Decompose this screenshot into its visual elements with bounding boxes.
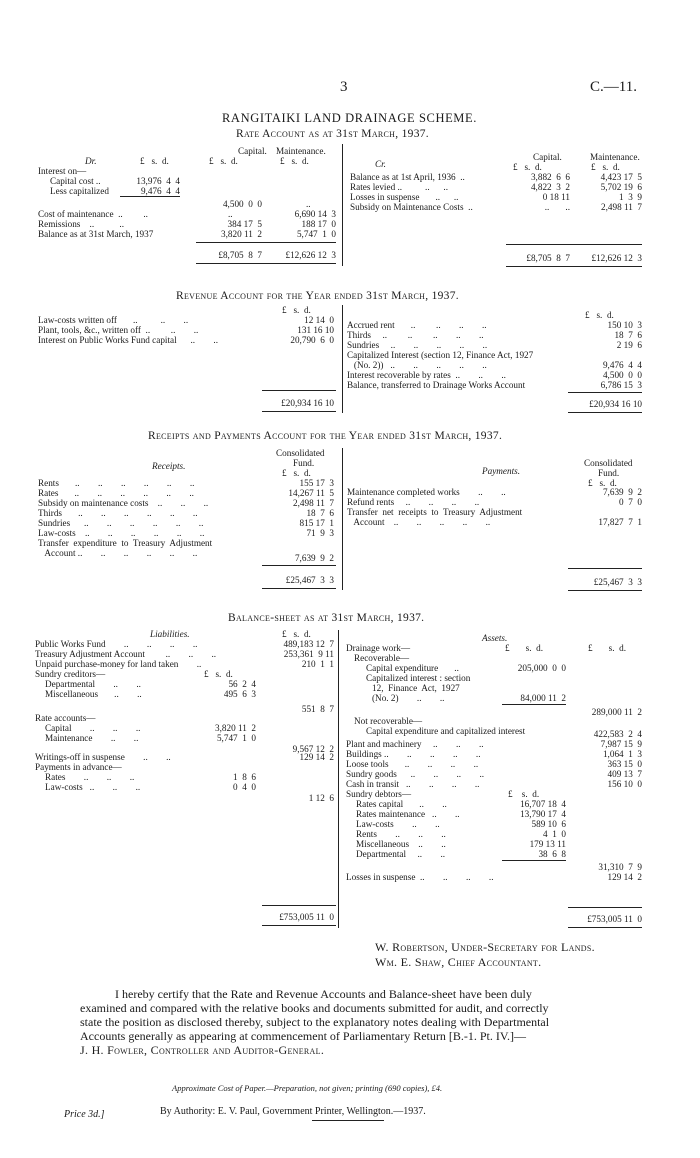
revenue-left-lsd: £ s. d. [282, 305, 311, 315]
revenue-right-row-label: Interest recoverable by rates .. .. .. [347, 370, 506, 380]
revenue-right-row-label: Accrued rent .. .. .. .. [347, 320, 487, 330]
rate-interest-m-dots: .. [306, 199, 311, 209]
advance-lawcosts: Law-costs .. .. .. [45, 782, 141, 792]
revenue-left-row-label: Plant, tools, &c., written off .. .. .. [38, 325, 199, 335]
debtor-row-label: Rates capital .. .. [356, 799, 447, 809]
debtor-row-label: Law-costs .. .. [356, 819, 440, 829]
debtor-row-amount: 4 1 0 [543, 829, 566, 839]
receipts-heading: Receipts. [152, 461, 186, 471]
rate-remissions-m: 188 17 0 [301, 219, 336, 229]
rate-cr-row-label: Rates levied .. .. .. [350, 182, 448, 192]
receipt-row-label: Subsidy on maintenance costs .. .. .. [38, 498, 209, 508]
rate-cost-maint-m: 6,690 14 3 [294, 209, 336, 219]
capital-expenditure-amount: 205,000 0 0 [517, 663, 566, 673]
asset-row-label: Loose tools .. .. .. .. [346, 759, 479, 769]
revenue-left-row-amount: 12 14 0 [304, 315, 334, 325]
liability-row-amount: 253,361 9 11 [283, 649, 334, 659]
revenue-account-title: Revenue Account for the Year ended 31st March, 1937. [176, 290, 459, 302]
rate-cr-lsd-2: £ s. d. [591, 162, 620, 172]
rate-remissions-cap: 384 17 5 [227, 219, 262, 229]
asset-row-amount: 156 10 0 [607, 779, 642, 789]
advance-rates: Rates .. .. .. [45, 772, 135, 782]
creditor-departmental-amount: 56 2 4 [228, 679, 256, 689]
rate-dr-total-cap: £8,705 8 7 [218, 250, 262, 260]
liability-row-amount: 489,183 12 7 [283, 639, 334, 649]
rate-dr-label: Dr. [85, 156, 97, 166]
assets-total: £753,005 11 0 [587, 914, 642, 924]
rate-dr-lsd-1: £ s. d. [140, 156, 169, 166]
receipts-payments-title: Receipts and Payments Account for the Year ended 31st March, 1937. [148, 430, 503, 442]
drainage-work-label: Drainage work— [346, 643, 411, 653]
recoverable-total: 289,000 11 2 [591, 707, 642, 717]
rate-capital-cost: Capital cost .. [50, 176, 101, 186]
rate-accounts-capital-amount: 3,820 11 2 [214, 723, 256, 733]
advance-rates-amount: 1 8 6 [233, 772, 256, 782]
rate-cr-lsd-1: £ s. d. [513, 162, 542, 172]
payment-row-amount: 7,639 9 2 [602, 487, 642, 497]
not-recoverable-amount: 422,583 2 4 [593, 729, 642, 739]
document-title: RANGITAIKI LAND DRAINAGE SCHEME. [222, 111, 477, 125]
receipt-row-amount: 815 17 1 [299, 518, 334, 528]
liabilities-total: £753,005 11 0 [279, 912, 334, 922]
capitalized-interest-line3: (No. 2) .. .. [372, 693, 445, 703]
receipts-consolidated: Consolidated [276, 448, 325, 458]
asset-row-label: Sundry goods .. .. .. .. [346, 769, 485, 779]
revenue-right-row-amount: 9,476 4 4 [602, 360, 642, 370]
sundry-debtors-label: Sundry debtors— [346, 789, 412, 799]
liability-row-label: Treasury Adjustment Account .. .. .. [35, 649, 217, 659]
debtors-total: 31,310 7 9 [598, 862, 642, 872]
creditor-miscellaneous-amount: 495 6 3 [223, 689, 256, 699]
revenue-right-row-label: Sundries .. .. .. .. .. [347, 340, 488, 350]
rate-capital-cost-amount: 13,976 4 4 [136, 176, 180, 186]
debtor-row-amount: 13,790 17 4 [520, 809, 566, 819]
payments-heading: Payments. [482, 466, 521, 476]
rate-col-maintenance: Maintenance. [276, 146, 326, 156]
rate-cr-col-maintenance: Maintenance. [590, 152, 640, 162]
not-recoverable-label: Not recoverable— [354, 716, 423, 726]
revenue-right-row-amount: 150 10 3 [607, 320, 642, 330]
receipt-row-amount: 18 7 6 [306, 508, 334, 518]
payment-row-label: Transfer net receipts to Treasury Adjustment [347, 507, 523, 517]
asset-row-amount: 363 15 0 [607, 759, 642, 769]
revenue-right-row-amount: 2 19 6 [616, 340, 642, 350]
rate-interest-on: Interest on— [38, 166, 87, 176]
rate-cr-row-cap: .. .. [544, 202, 570, 212]
assets-heading: Assets. [482, 633, 508, 643]
rate-remissions: Remissions .. .. [38, 219, 125, 229]
certificate-signatory: J. H. Fowler, Controller and Auditor-General. [80, 1043, 325, 1057]
capitalized-interest-amount: 84,000 11 2 [520, 693, 566, 703]
balance-sheet-title: Balance-sheet as at 31st March, 1937. [228, 612, 425, 624]
asset-row-amount: 7,987 15 9 [600, 739, 642, 749]
receipt-row-label: Thirds .. .. .. .. .. .. [38, 508, 198, 518]
rate-balance-end: Balance as at 31st March, 1937 [38, 229, 154, 239]
receipt-row-label: Rates .. .. .. .. .. .. [38, 488, 194, 498]
advance-total: 1 12 6 [308, 793, 334, 803]
revenue-right-row-label: Balance, transferred to Drainage Works Account [347, 380, 526, 390]
rate-balance-end-m: 5,747 1 0 [296, 229, 336, 239]
writings-off-amount: 129 14 2 [299, 752, 334, 762]
footer-authority: By Authority: E. V. Paul, Government Printer, Wellington.—1937. [160, 1106, 426, 1117]
asset-row-label: Buildings .. .. .. .. .. [346, 749, 481, 759]
receipt-row-amount: 2,498 11 7 [292, 498, 334, 508]
creditors-total: 551 8 7 [301, 704, 334, 714]
page-number: 3 [340, 79, 348, 95]
receipt-row-label: Law-costs .. .. .. .. .. .. [38, 528, 205, 538]
liability-row-label: Public Works Fund .. .. .. .. [35, 639, 198, 649]
debtor-row-label: Rents .. .. .. [356, 829, 446, 839]
rate-col-capital: Capital. [238, 146, 267, 156]
sundry-creditors-label: Sundry creditors— [35, 669, 106, 679]
revenue-right-row-label: Capitalized Interest (section 12, Finance Act, 1927 [347, 350, 534, 360]
rate-cr-row-m: 1 3 9 [619, 192, 642, 202]
rate-less-capitalized-amount: 9,476 4 4 [140, 186, 180, 196]
receipt-row-label: Sundries .. .. .. .. .. .. [38, 518, 204, 528]
footer-cost-note: Approximate Cost of Paper.—Preparation, not given; printing (690 copies), £4. [172, 1083, 443, 1093]
rate-cr-row-m: 4,423 17 5 [600, 172, 642, 182]
payment-row-label: Refund rents .. .. .. .. [347, 497, 480, 507]
capital-expenditure: Capital expenditure .. [366, 663, 459, 673]
receipt-row-label: Rents .. .. .. .. .. .. [38, 478, 195, 488]
certificate-line-3: state the position as disclosed thereby, subject to the explanatory notes dealing with Departmental [80, 1015, 550, 1029]
payments-total: £25,467 3 3 [593, 577, 642, 587]
revenue-right-lsd: £ s. d. [585, 310, 614, 320]
revenue-left-total: £20,934 16 10 [281, 398, 334, 408]
payment-row-amount: 0 7 0 [619, 497, 642, 507]
receipt-row-amount: 155 17 3 [299, 478, 334, 488]
rate-accounts-maintenance-amount: 5,747 1 0 [216, 733, 256, 743]
receipt-row-amount: 14,267 11 5 [288, 488, 334, 498]
receipts-lsd: £ s. d. [282, 468, 311, 478]
rate-accounts-label: Rate accounts— [35, 713, 96, 723]
revenue-left-row-amount: 20,790 6 0 [290, 335, 334, 345]
rate-cr-total-cap: £8,705 8 7 [526, 253, 570, 263]
rate-cr-row-m: 5,702 19 6 [600, 182, 642, 192]
signature-under-secretary: W. Robertson, Under-Secretary for Lands. [375, 940, 595, 954]
losses-suspense-amount: 129 14 2 [607, 872, 642, 882]
creditor-departmental: Departmental .. .. [45, 679, 141, 689]
rate-cr-row-label: Losses in suspense .. .. [350, 192, 459, 202]
signature-chief-accountant: Wm. E. Shaw, Chief Accountant. [375, 955, 542, 969]
rate-cr-row-label: Subsidy on Maintenance Costs .. [350, 202, 473, 212]
payment-row-amount: 17,827 7 1 [598, 517, 642, 527]
revenue-right-total: £20,934 16 10 [589, 399, 642, 409]
rate-accounts-maintenance: Maintenance .. .. [45, 733, 139, 743]
debtor-row-label: Rates maintenance .. .. [356, 809, 460, 819]
assets-lsd-outer: £ s. d. [588, 643, 627, 653]
asset-row-amount: 1,064 1 3 [602, 749, 642, 759]
capitalized-interest-line1: Capitalized interest : section [366, 673, 471, 683]
receipts-total: £25,467 3 3 [285, 575, 334, 585]
payments-lsd: £ s. d. [588, 478, 617, 488]
revenue-right-row-label: (No. 2)) .. .. .. .. .. [347, 360, 487, 370]
rate-account-title: Rate Account as at 31st March, 1937. [236, 128, 429, 140]
certificate-line-4: Accounts generally as appearing at commencement of Parliamentary Return [B.-1. Pt. IV.]— [80, 1029, 526, 1043]
debtor-row-label: Departmental .. .. [356, 849, 446, 859]
debtor-row-label: Miscellaneous .. .. [356, 839, 446, 849]
asset-row-label: Cash in transit .. .. .. .. [346, 779, 480, 789]
payments-fund: Fund. [598, 468, 620, 478]
rate-less-capitalized: Less capitalized [50, 186, 109, 196]
rate-cost-maint-cap: .. [228, 209, 233, 219]
rate-cr-row-cap: 0 18 11 [542, 192, 570, 202]
sundry-debtors-lsd: £ s. d. [508, 789, 540, 799]
liability-row-label: Unpaid purchase-money for land taken .. [35, 659, 202, 669]
liabilities-heading: Liabilities. [150, 629, 190, 639]
rate-cr-col-capital: Capital. [533, 152, 562, 162]
creditor-miscellaneous: Miscellaneous .. .. [45, 689, 142, 699]
rate-cr-label: Cr. [375, 159, 386, 169]
receipt-row-label: Account .. .. .. .. .. .. [38, 548, 198, 558]
debtor-row-amount: 16,707 18 4 [520, 799, 566, 809]
payments-advance-label: Payments in advance— [35, 762, 122, 772]
revenue-left-row-label: Law-costs written off .. .. .. [38, 315, 189, 325]
writings-off-label: Writings-off in suspense .. .. [35, 752, 171, 762]
footer-price: Price 3d.] [64, 1109, 105, 1120]
rate-cr-row-cap: 3,882 6 6 [530, 172, 570, 182]
debtor-row-amount: 589 10 6 [531, 819, 566, 829]
liabilities-lsd: £ s. d. [282, 629, 311, 639]
not-recoverable-item: Capital expenditure and capitalized interest [366, 726, 526, 736]
asset-row-amount: 409 13 7 [607, 769, 642, 779]
receipt-row-label: Transfer expenditure to Treasury Adjustment [38, 538, 213, 548]
recoverable-label: Recoverable— [354, 653, 410, 663]
sundry-creditors-lsd: £ s. d. [204, 669, 233, 679]
rate-cr-row-label: Balance as at 1st April, 1936 .. [350, 172, 465, 182]
rate-accounts-total: 9,567 12 2 [292, 744, 334, 754]
rate-dr-lsd-3: £ s. d. [280, 156, 309, 166]
rate-interest-net: 4,500 0 0 [222, 199, 262, 209]
asset-row-label: Plant and machinery .. .. .. [346, 739, 484, 749]
capitalized-interest-line2: 12, Finance Act, 1927 [372, 683, 460, 693]
rate-accounts-capital: Capital .. .. .. [45, 723, 141, 733]
revenue-left-row-label: Interest on Public Works Fund capital .. .. [38, 335, 219, 345]
payment-row-label: Account .. .. .. .. .. [347, 517, 491, 527]
certificate-line-2: examined and compared with the relative books and documents submitted for audit, and correctly [80, 1001, 549, 1015]
rate-dr-lsd-2: £ s. d. [209, 156, 238, 166]
revenue-right-row-amount: 18 7 6 [614, 330, 642, 340]
receipt-row-amount: 71 9 3 [306, 528, 334, 538]
rate-dr-total-m: £12,626 12 3 [285, 250, 336, 260]
rate-cr-total-m: £12,626 12 3 [591, 253, 642, 263]
receipts-fund: Fund. [293, 458, 315, 468]
revenue-left-row-amount: 131 16 10 [297, 325, 334, 335]
receipt-row-amount: 7,639 9 2 [294, 553, 334, 563]
rate-cr-row-m: 2,498 11 7 [600, 202, 642, 212]
rate-balance-end-cap: 3,820 11 2 [220, 229, 262, 239]
rate-cr-row-cap: 4,822 3 2 [530, 182, 570, 192]
payments-consolidated: Consolidated [584, 458, 633, 468]
certificate-line-1: I hereby certify that the Rate and Revenue Accounts and Balance-sheet have been duly [115, 987, 532, 1001]
revenue-right-row-amount: 4,500 0 0 [602, 370, 642, 380]
advance-lawcosts-amount: 0 4 0 [233, 782, 256, 792]
revenue-right-row-label: Thirds .. .. .. .. .. [347, 330, 484, 340]
assets-lsd-inner: £ s. d. [505, 643, 544, 653]
rate-cost-maintenance: Cost of maintenance .. .. [38, 209, 148, 219]
debtor-row-amount: 38 6 8 [538, 849, 566, 859]
liability-row-amount: 210 1 1 [301, 659, 334, 669]
revenue-right-row-amount: 6,786 15 3 [600, 380, 642, 390]
debtor-row-amount: 179 13 11 [529, 839, 566, 849]
payment-row-label: Maintenance completed works .. .. [347, 487, 506, 497]
losses-suspense-label: Losses in suspense .. .. .. .. [346, 872, 494, 882]
document-reference: C.—11. [590, 79, 637, 95]
